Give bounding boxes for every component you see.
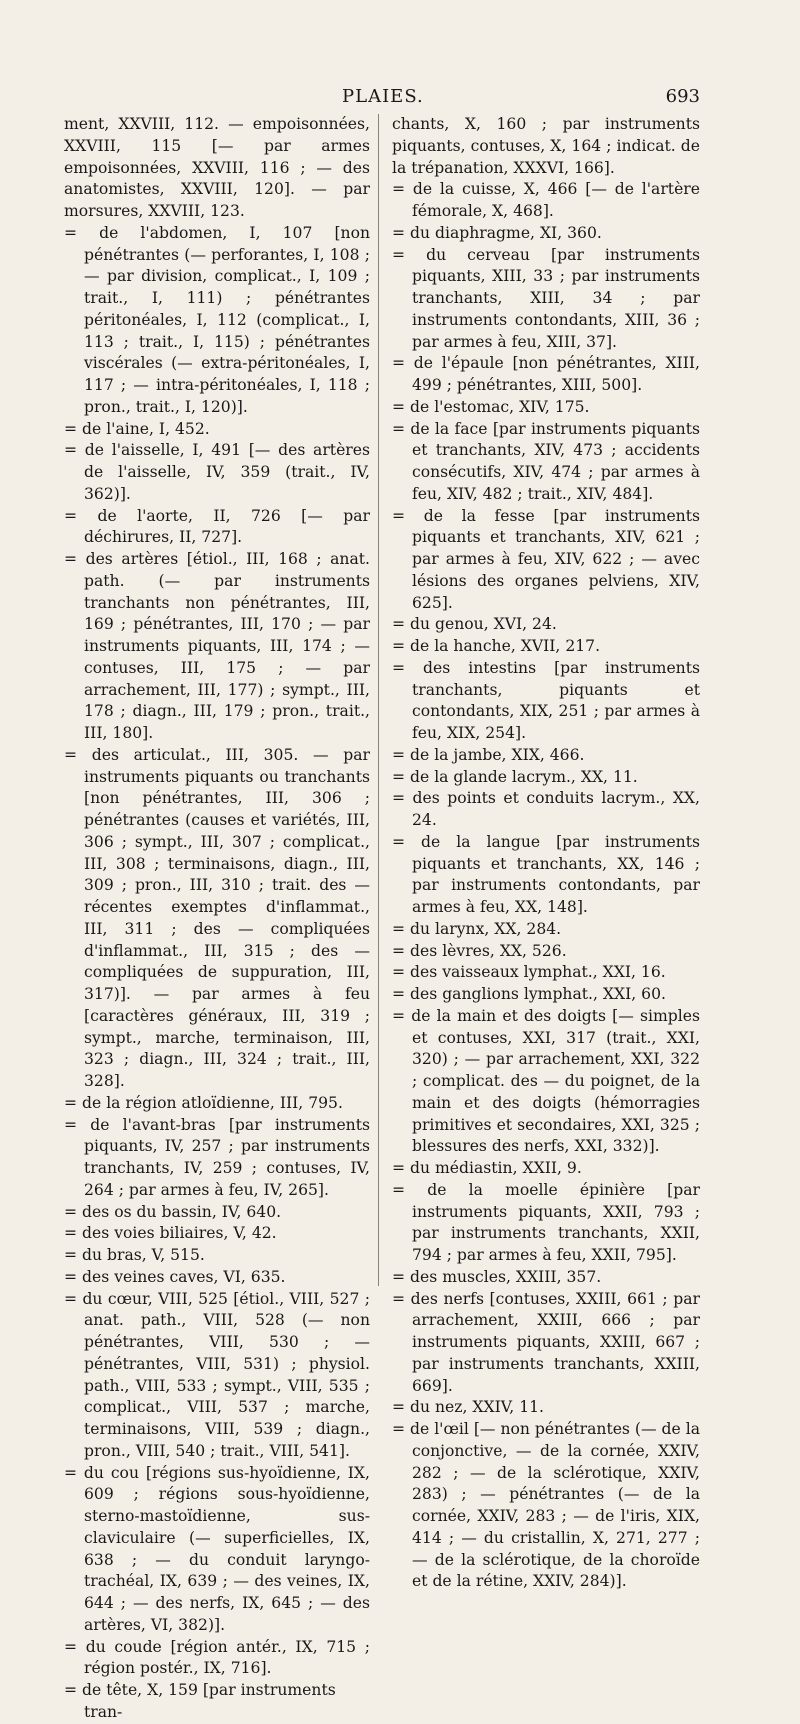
index-entry: = de la région atloïdienne, III, 795. bbox=[64, 1093, 343, 1112]
index-entry: = du cou [régions sus-hyoïdienne, IX, 609 ; régions sous-hyoïdienne, sterno-mastoïdienne, sus-claviculaire (— superficielles, IX, 638 ; — du conduit laryngo-trachéal, IX, 639 ; — des veines, IX, 644 ; — des nerfs, IX, 645 ; — des artères, VI, 382)]. bbox=[64, 1463, 370, 1634]
left-column bbox=[64, 114, 379, 1721]
index-entry: = des ganglions lymphat., XXI, 60. bbox=[392, 985, 666, 1003]
index-entry: = de l'épaule [non pénétrantes, XIII, 499 ; pénétrantes, XIII, 500]. bbox=[392, 354, 700, 394]
index-entry: = de l'aine, I, 452. bbox=[64, 419, 210, 438]
index-entry: = de la face [par instruments piquants et tranchants, XIV, 473 ; accidents consécutifs, XIV, 474 ; par armes à feu, XIV, 482 ; trait., XIV, 484]. bbox=[392, 419, 700, 503]
index-entry: = des muscles, XXIII, 357. bbox=[392, 1267, 602, 1286]
index-entry: = de l'aorte, II, 726 [— par déchirures, II, 727]. bbox=[64, 506, 370, 547]
index-entry: = des articulat., III, 305. — par instruments piquants ou tranchants [non pénétrantes, III, 306 ; pénétrantes (causes et variétés, III, 306 ; sympt., III, 307 ; complicat., III, 308 ; terminaisons, diagn., III, 309 ; pron., III, 310 ; trait. des — récentes exemptes d'inflammat., III, 311 ; des — compliquées d'inflammat., III, 315 ; des — compliquées de suppuration, III, 317)]. — par armes à feu [caractères généraux, III, 319 ; sympt., marche, terminaison, III, 323 ; diagn., III, 324 ; trait., III, 328]. bbox=[64, 745, 370, 1090]
index-entry: = du cœur, VIII, 525 [étiol., VIII, 527 ; anat. path., VIII, 528 (— non pénétrantes, VIII, 530 ; — pénétrantes, VIII, 531) ; physiol. path., VIII, 533 ; sympt., VIII, 535 ; complicat., VIII, 537 ; marche, terminaisons, VIII, 539 ; diagn., pron., VIII, 540 ; trait., VIII, 541]. bbox=[64, 1289, 370, 1460]
index-entry: = des os du bassin, IV, 640. bbox=[64, 1202, 282, 1221]
index-entry: = de la langue [par instruments piquants et tranchants, XX, 146 ; par instruments contondants, par armes à feu, XX, 148]. bbox=[392, 832, 700, 916]
index-entry: = du médiastin, XXII, 9. bbox=[392, 1159, 582, 1177]
index-entry: = de la main et des doigts [— simples et contuses, XXI, 317 (trait., XXI, 320) ; — par arrachement, XXI, 322 ; complicat. des — du poignet, de la main et des doigts (hémorragies primitives et secondaires, XXI, 325 ; blessures des nerfs, XXI, 332)]. bbox=[392, 1006, 700, 1156]
index-entry: = de la jambe, XIX, 466. bbox=[392, 745, 585, 764]
index-entry: = de la glande lacrym., XX, 11. bbox=[392, 767, 638, 786]
index-entry: = des voies biliaires, V, 42. bbox=[64, 1224, 277, 1243]
index-entry: = du bras, V, 515. bbox=[64, 1246, 205, 1264]
index-entry: = du cerveau [par instruments piquants, XIII, 33 ; par instruments tranchants, XIII, 34 ; par instruments contondants, XIII, 36 ; par armes à feu, XIII, 37]. bbox=[392, 245, 700, 351]
index-entry: = de tête, X, 159 [par instruments tran- bbox=[64, 1681, 336, 1721]
index-entry: = du coude [région antér., IX, 715 ; région postér., IX, 716]. bbox=[64, 1637, 370, 1678]
index-entry: = des points et conduits lacrym., XX, 24. bbox=[392, 789, 700, 829]
index-entry: = de la hanche, XVII, 217. bbox=[392, 637, 601, 655]
index-entry: = de la cuisse, X, 466 [— de l'artère fémorale, X, 468]. bbox=[392, 180, 700, 220]
index-entry: = de l'estomac, XIV, 175. bbox=[392, 397, 590, 416]
index-entry: = des lèvres, XX, 526. bbox=[392, 941, 567, 960]
index-entry: = de l'aisselle, I, 491 [— des artères de l'aisselle, IV, 359 (trait., IV, 362)]. bbox=[64, 441, 370, 503]
index-entry: = des vaisseaux lymphat., XXI, 16. bbox=[392, 963, 666, 982]
right-column bbox=[392, 114, 700, 1593]
index-entry: chants, X, 160 ; par instruments piquants, contuses, X, 164 ; indicat. de la trépanation, XXXVI, 166]. bbox=[392, 115, 700, 177]
index-entry: = des nerfs [contuses, XXIII, 661 ; par arrachement, XXIII, 666 ; par instruments piquants, XXIII, 667 ; par instruments tranchants, XXIII, 669]. bbox=[392, 1289, 700, 1395]
index-entry: ment, XXVIII, 112. — empoisonnées, XXVIII, 115 [— par armes empoisonnées, XXVIII, 116 ; — des anatomistes, XXVIII, 120]. — par morsures, XXVIII, 123. bbox=[64, 115, 370, 220]
index-entry: = des veines caves, VI, 635. bbox=[64, 1267, 286, 1286]
index-entry: = de la moelle épinière [par instruments piquants, XXII, 793 ; par instruments tranchants, XXII, 794 ; par armes à feu, XXII, 795]. bbox=[392, 1180, 700, 1264]
index-entry: = des artères [étiol., III, 168 ; anat. path. (— par instruments tranchants non pénétrantes, III, 169 ; pénétrantes, III, 170 ; — par instruments piquants, III, 174 ; — contuses, III, 175 ; — par arrachement, III, 177) ; sympt., III, 178 ; diagn., III, 179 ; pron., trait., III, 180]. bbox=[64, 550, 370, 742]
index-entry: = de l'avant-bras [par instruments piquants, IV, 257 ; par instruments tranchants, IV, 259 ; contuses, IV, 264 ; par armes à feu, IV, 265]. bbox=[64, 1115, 370, 1199]
index-entry: = du diaphragme, XI, 360. bbox=[392, 223, 602, 242]
page-header bbox=[60, 86, 700, 110]
index-entry: = du larynx, XX, 284. bbox=[392, 919, 562, 938]
index-entry: = de la fesse [par instruments piquants et tranchants, XIV, 621 ; par armes à feu, XIV, 622 ; — avec lésions des organes pelviens, XIV, 625]. bbox=[392, 506, 700, 612]
page-number: 693 bbox=[665, 86, 700, 107]
running-title: PLAIES. bbox=[342, 86, 424, 107]
index-entry: = de l'abdomen, I, 107 [non pénétrantes (— perforantes, I, 108 ; — par division, complicat., I, 109 ; trait., I, 111) ; pénétrantes péritonéales, I, 112 (complicat., I, 113 ; trait., I, 115) ; pénétrantes viscérales (— extra-péritonéales, I, 117 ; — intra-péritonéales, I, 118 ; pron., trait., I, 120)]. bbox=[64, 223, 370, 416]
index-entry: = des intestins [par instruments tranchants, piquants et contondants, XIX, 251 ; par armes à feu, XIX, 254]. bbox=[392, 658, 700, 742]
index-entry: = du nez, XXIV, 11. bbox=[392, 1398, 545, 1417]
index-entry: = de l'œil [— non pénétrantes (— de la conjonctive, — de la cornée, XXIV, 282 ; — de la sclérotique, XXIV, 283) ; — pénétrantes (— de la cornée, XXIV, 283 ; — de l'iris, XIX, 414 ; — du cristallin, X, 271, 277 ; — de la sclérotique, de la choroïde et de la rétine, XXIV, 284)]. bbox=[392, 1420, 700, 1591]
index-entry: = du genou, XVI, 24. bbox=[392, 615, 557, 634]
